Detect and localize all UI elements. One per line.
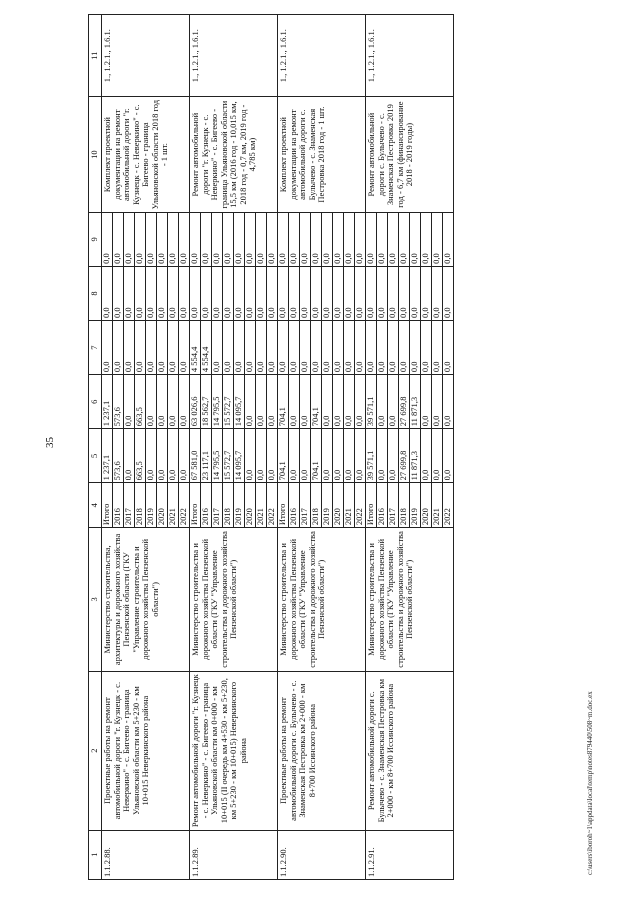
rotated-table-container [88,14,500,880]
amount-cell: 0,0 [300,321,311,375]
amount-cell: 0,0 [124,375,135,429]
amount-cell: 0,0 [168,429,179,483]
amount-cell: 0,0 [289,212,300,266]
amount-cell: 0,0 [267,266,278,320]
year-cell: 2018 [135,483,146,528]
amount-cell: 11 871,3 [410,375,421,429]
result-cell: Комплект проектной документации на ремонт автомобильной дороги с. Булычево - с. Знаменская Пестровка 2018 год - 1 шт. [278,97,366,212]
amount-cell: 0,0 [322,375,333,429]
amount-cell: 0,0 [388,375,399,429]
amount-cell: 0,0 [234,212,245,266]
amount-cell: 0,0 [432,266,443,320]
amount-cell: 63 026,6 [190,375,201,429]
header-row [89,15,102,880]
amount-cell: 0,0 [322,266,333,320]
amount-cell: 0,0 [256,212,267,266]
amount-cell: 0,0 [102,321,113,375]
amount-cell: 0,0 [245,321,256,375]
amount-cell: 0,0 [124,212,135,266]
year-cell: 2020 [333,483,344,528]
amount-cell: 0,0 [124,321,135,375]
amount-cell: 15 572,7 [223,375,234,429]
amount-cell: 0,0 [355,429,366,483]
year-cell: 2019 [322,483,333,528]
amount-cell: 0,0 [355,375,366,429]
amount-cell: 0,0 [190,266,201,320]
amount-cell: 0,0 [333,321,344,375]
amount-cell: 0,0 [168,266,179,320]
header-cell: 2 [89,671,102,830]
amount-cell: 0,0 [311,266,322,320]
amount-cell: 0,0 [267,429,278,483]
amount-cell: 0,0 [366,321,377,375]
amount-cell: 0,0 [366,212,377,266]
row-number-cell: 1.1.2.88. [102,830,190,879]
year-cell: 2016 [201,483,212,528]
amount-cell: 0,0 [223,321,234,375]
year-cell: 2020 [157,483,168,528]
amount-cell: 0,0 [278,266,289,320]
amount-cell: 0,0 [421,375,432,429]
amount-cell: 27 699,8 [399,375,410,429]
amount-cell: 0,0 [135,321,146,375]
header-cell: 6 [89,375,102,429]
amount-cell: 0,0 [212,266,223,320]
amount-cell: 0,0 [146,266,157,320]
amount-cell: 0,0 [377,212,388,266]
amount-cell: 0,0 [344,266,355,320]
footer-file-path: c:\users\iboroh~1\appdata\local\temp\notes879440\508~m.doc.ex [586,691,594,875]
result-cell: Комплект проектной документации на ремонт автомобильной дороги "г. Кузнецк - с. Неверкино" - с. Бигеево - граница Ульяновской области 2018 год - 1 шт. [102,97,190,212]
amount-cell: 0,0 [443,212,454,266]
amount-cell: 0,0 [388,321,399,375]
amount-cell: 0,0 [377,266,388,320]
amount-cell: 1 237,1 [102,375,113,429]
amount-cell: 0,0 [245,429,256,483]
amount-cell: 0,0 [190,212,201,266]
amount-cell: 0,0 [157,429,168,483]
amount-cell: 0,0 [322,429,333,483]
header-cell: 3 [89,528,102,672]
year-cell: 2017 [300,483,311,528]
amount-cell: 0,0 [432,429,443,483]
measure-name-cell: Ремонт автомобильной дороги "г. Кузнецк - с. Неверкино" - с. Бигеево - граница Ульяновской области км 0+000 - км 10+015 (II очередь км 4+530 - км 5+230, км 5+230 - км 10+015) Неверкинского района [190,671,278,830]
amount-cell: 0,0 [223,212,234,266]
header-cell: 11 [89,15,102,97]
amount-cell: 0,0 [344,212,355,266]
amount-cell: 0,0 [179,429,190,483]
amount-cell: 0,0 [267,321,278,375]
indicator-cell: 1., 1.2.1., 1.6.1. [190,15,278,97]
year-cell: 2022 [443,483,454,528]
amount-cell: 0,0 [333,429,344,483]
amount-cell: 0,0 [256,429,267,483]
amount-cell: 0,0 [388,266,399,320]
amount-cell: 0,0 [102,212,113,266]
amount-cell: 0,0 [113,212,124,266]
amount-cell: 14 095,7 [234,375,245,429]
amount-cell: 704,1 [278,375,289,429]
amount-cell: 0,0 [322,212,333,266]
amount-cell: 0,0 [168,321,179,375]
amount-cell: 67 581,0 [190,429,201,483]
amount-cell: 0,0 [234,321,245,375]
year-cell: 2018 [311,483,322,528]
amount-cell: 0,0 [256,375,267,429]
amount-cell: 0,0 [333,266,344,320]
table-row [102,15,113,880]
amount-cell: 0,0 [311,321,322,375]
year-cell: 2018 [223,483,234,528]
table-body [89,15,454,880]
header-cell: 5 [89,429,102,483]
amount-cell: 0,0 [179,321,190,375]
amount-cell: 0,0 [355,266,366,320]
amount-cell: 573,6 [113,429,124,483]
amount-cell: 0,0 [355,212,366,266]
amount-cell: 0,0 [432,375,443,429]
amount-cell: 27 699,8 [399,429,410,483]
year-cell: 2021 [432,483,443,528]
amount-cell: 0,0 [443,321,454,375]
program-table [88,14,454,880]
amount-cell: 0,0 [245,212,256,266]
amount-cell: 0,0 [278,321,289,375]
amount-cell: 14 095,7 [234,429,245,483]
year-cell: 2019 [234,483,245,528]
measure-name-cell: Ремонт автомобильной дороги с. Булычево - с. Знаменская Пестровка км 2+000 - км 8+700 Иссинского района [366,671,454,830]
table-row [190,15,201,880]
indicator-cell: 1., 1.2.1., 1.6.1. [366,15,454,97]
executor-cell: Министерство строительства и дорожного хозяйства Пензенской области (ГКУ "Управление строительства и дорожного хозяйства Пензенской области") [190,528,278,672]
row-number-cell: 1.1.2.89. [190,830,278,879]
measure-name-cell: Проектные работы на ремонт автомобильной дороги "г. Кузнецк - с. Неверкино" - с. Бигеево - граница Ульяновской области км 5+230 - км 10+015 Неверкинского района [102,671,190,830]
row-number-cell: 1.1.2.91. [366,830,454,879]
amount-cell: 0,0 [377,321,388,375]
amount-cell: 0,0 [311,212,322,266]
amount-cell: 0,0 [201,212,212,266]
amount-cell: 0,0 [113,321,124,375]
year-cell: 2020 [421,483,432,528]
result-cell: Ремонт автомобильной дороги с. Булычево - с. Знаменская Пестровка 2019 год - 6,7 км (финансирование 2018 - 2019 годы) [366,97,454,212]
amount-cell: 0,0 [355,321,366,375]
amount-cell: 18 562,7 [201,375,212,429]
amount-cell: 0,0 [157,375,168,429]
amount-cell: 0,0 [344,321,355,375]
amount-cell: 0,0 [278,212,289,266]
year-cell: 2019 [410,483,421,528]
executor-cell: Министерство строительства и дорожного хозяйства Пензенской области (ГКУ "Управление строительства и дорожного хозяйства Пензенской области") [366,528,454,672]
amount-cell: 0,0 [245,266,256,320]
year-cell: 2016 [377,483,388,528]
amount-cell: 0,0 [289,266,300,320]
amount-cell: 0,0 [113,266,124,320]
amount-cell: 0,0 [432,212,443,266]
amount-cell: 0,0 [157,266,168,320]
amount-cell: 0,0 [388,429,399,483]
year-cell: Итого [366,483,377,528]
amount-cell: 0,0 [234,266,245,320]
amount-cell: 0,0 [212,321,223,375]
amount-cell: 0,0 [377,375,388,429]
year-cell: Итого [102,483,113,528]
amount-cell: 0,0 [344,375,355,429]
amount-cell: 0,0 [146,212,157,266]
result-cell: Ремонт автомобильной дороги "г. Кузнецк - с. Неверкино" - с. Бигеево - граница Ульяновской области 15,5 км (2016 год - 10,015 км, 2018 год - 0,7 км, 2019 год - 4,785 км) [190,97,278,212]
year-cell: 2018 [399,483,410,528]
year-cell: 2020 [245,483,256,528]
amount-cell: 0,0 [399,266,410,320]
page-number: 35 [44,437,56,448]
indicator-cell: 1., 1.2.1., 1.6.1. [102,15,190,97]
amount-cell: 0,0 [135,212,146,266]
amount-cell: 0,0 [443,266,454,320]
amount-cell: 0,0 [322,321,333,375]
amount-cell: 0,0 [388,212,399,266]
year-cell: 2017 [212,483,223,528]
amount-cell: 0,0 [300,375,311,429]
amount-cell: 0,0 [124,266,135,320]
amount-cell: 0,0 [421,212,432,266]
table-row [366,15,377,880]
amount-cell: 0,0 [245,375,256,429]
amount-cell: 0,0 [333,212,344,266]
amount-cell: 0,0 [410,321,421,375]
amount-cell: 0,0 [344,429,355,483]
amount-cell: 0,0 [267,212,278,266]
amount-cell: 23 117,1 [201,429,212,483]
amount-cell: 0,0 [146,321,157,375]
amount-cell: 0,0 [146,429,157,483]
amount-cell: 0,0 [124,429,135,483]
amount-cell: 15 572,7 [223,429,234,483]
year-cell: 2017 [388,483,399,528]
amount-cell: 0,0 [421,321,432,375]
amount-cell: 0,0 [410,266,421,320]
amount-cell: 0,0 [333,375,344,429]
amount-cell: 0,0 [366,266,377,320]
amount-cell: 0,0 [410,212,421,266]
amount-cell: 0,0 [443,375,454,429]
amount-cell: 0,0 [157,321,168,375]
year-cell: 2022 [179,483,190,528]
table-row [278,15,289,880]
amount-cell: 0,0 [168,375,179,429]
year-cell: 2021 [256,483,267,528]
amount-cell: 704,1 [278,429,289,483]
amount-cell: 1 237,1 [102,429,113,483]
amount-cell: 0,0 [157,212,168,266]
amount-cell: 0,0 [135,266,146,320]
amount-cell: 663,5 [135,429,146,483]
amount-cell: 0,0 [201,266,212,320]
amount-cell: 704,1 [311,375,322,429]
measure-name-cell: Проектные работы на ремонт автомобильной дороги с. Булычево - с. Знаменская Пестровка км 2+000 - км 8+700 Иссинского района [278,671,366,830]
amount-cell: 0,0 [256,266,267,320]
amount-cell: 39 571,1 [366,375,377,429]
header-cell: 9 [89,212,102,266]
amount-cell: 0,0 [300,266,311,320]
amount-cell: 0,0 [146,375,157,429]
amount-cell: 704,1 [311,429,322,483]
amount-cell: 0,0 [289,429,300,483]
amount-cell: 0,0 [399,321,410,375]
header-cell: 10 [89,97,102,212]
amount-cell: 0,0 [377,429,388,483]
amount-cell: 0,0 [223,266,234,320]
amount-cell: 0,0 [102,266,113,320]
amount-cell: 0,0 [168,212,179,266]
amount-cell: 39 571,1 [366,429,377,483]
amount-cell: 14 795,5 [212,375,223,429]
amount-cell: 0,0 [179,212,190,266]
executor-cell: Министерство строительства и дорожного хозяйства Пензенской области (ГКУ "Управление строительства и дорожного хозяйства Пензенской области") [278,528,366,672]
amount-cell: 0,0 [179,375,190,429]
amount-cell: 0,0 [432,321,443,375]
year-cell: 2017 [124,483,135,528]
executor-cell: Министерство строительства, архитектуры и дорожного хозяйства Пензенской области (ГКУ "Управление строительства и дорожного хозяйства Пензенской области") [102,528,190,672]
header-cell: 1 [89,830,102,879]
year-cell: Итого [278,483,289,528]
year-cell: 2016 [289,483,300,528]
amount-cell: 0,0 [289,375,300,429]
amount-cell: 4 554,4 [190,321,201,375]
year-cell: 2022 [267,483,278,528]
amount-cell: 0,0 [421,266,432,320]
row-number-cell: 1.1.2.90. [278,830,366,879]
header-cell: 4 [89,483,102,528]
amount-cell: 0,0 [289,321,300,375]
amount-cell: 0,0 [267,375,278,429]
year-cell: 2022 [355,483,366,528]
year-cell: 2021 [168,483,179,528]
amount-cell: 573,6 [113,375,124,429]
amount-cell: 0,0 [300,429,311,483]
year-cell: 2019 [146,483,157,528]
amount-cell: 0,0 [212,212,223,266]
amount-cell: 0,0 [399,212,410,266]
amount-cell: 0,0 [421,429,432,483]
amount-cell: 14 795,5 [212,429,223,483]
amount-cell: 11 871,3 [410,429,421,483]
amount-cell: 663,5 [135,375,146,429]
indicator-cell: 1., 1.2.1., 1.6.1. [278,15,366,97]
amount-cell: 4 554,4 [201,321,212,375]
header-cell: 8 [89,266,102,320]
year-cell: Итого [190,483,201,528]
amount-cell: 0,0 [300,212,311,266]
amount-cell: 0,0 [443,429,454,483]
year-cell: 2016 [113,483,124,528]
amount-cell: 0,0 [256,321,267,375]
year-cell: 2021 [344,483,355,528]
header-cell: 7 [89,321,102,375]
amount-cell: 0,0 [179,266,190,320]
